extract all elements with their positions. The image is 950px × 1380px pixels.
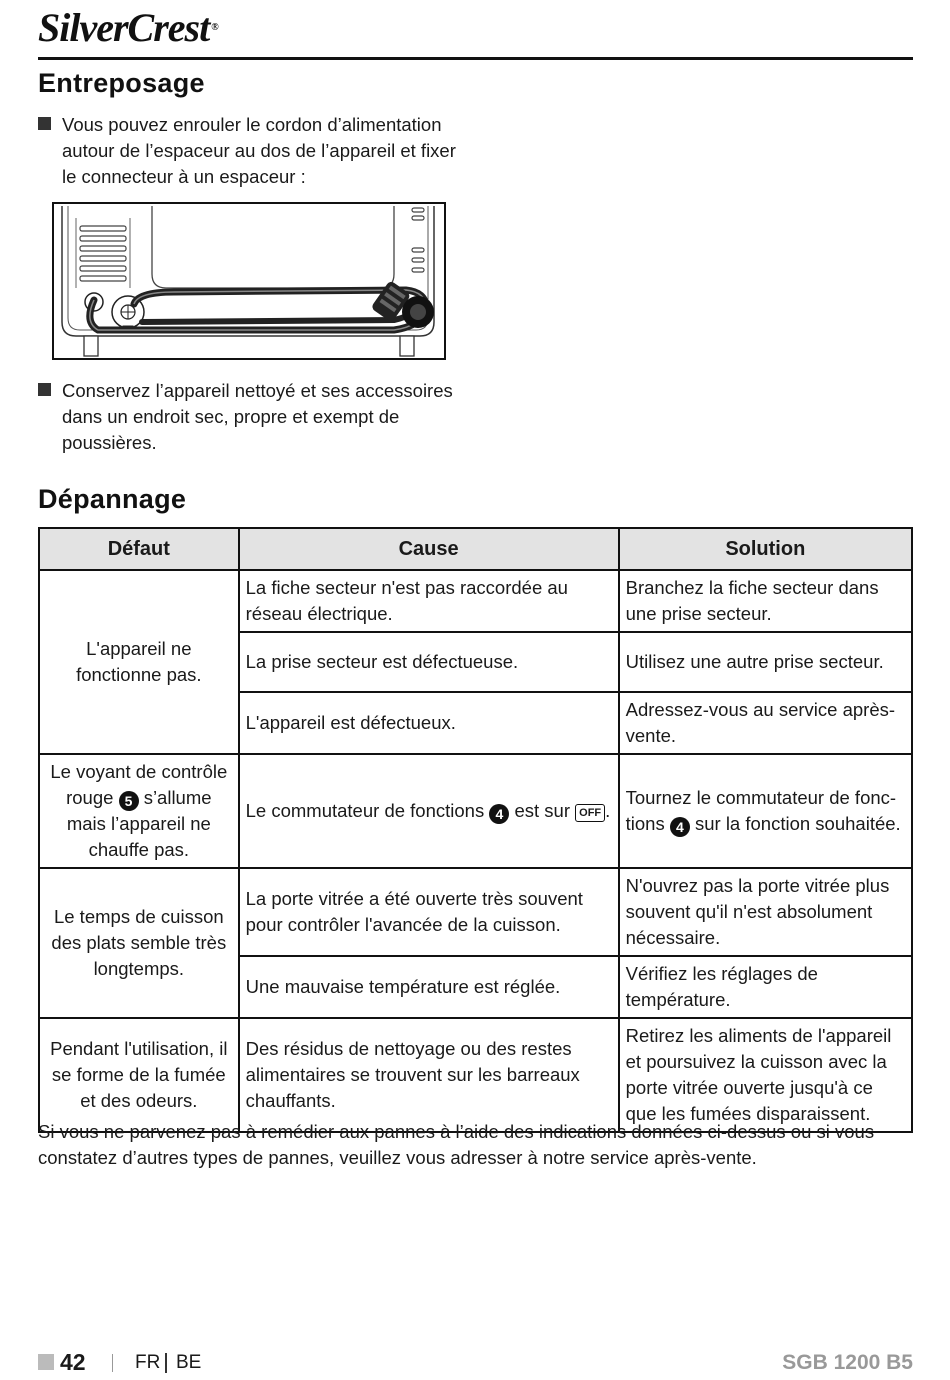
storage-bullet-1 [38, 112, 458, 190]
cause-text: Le commutateur de fonctions [245, 800, 485, 821]
storage-bullet-2 [38, 378, 458, 456]
solution-cell [619, 754, 912, 868]
bullet-square-icon [38, 117, 51, 130]
language-divider [165, 1353, 167, 1373]
table-row [39, 1018, 912, 1132]
brand-logo [38, 4, 218, 52]
appliance-cord-illustration [52, 202, 446, 360]
table-header-row [39, 528, 912, 570]
troubleshooting-table [38, 527, 913, 1133]
page-footer [38, 1346, 913, 1380]
switch-number-icon: 4 [670, 817, 690, 837]
solution-cell: Utilisez une autre prise secteur. [619, 632, 912, 692]
solution-cell: Branchez la fiche secteur dans une prise secteur. [619, 570, 912, 632]
header-defect: Défaut [39, 528, 239, 570]
language-fr: FR [135, 1352, 161, 1373]
solution-text: sur la fonction souhaitée. [694, 813, 901, 834]
defect-cell: Pendant l'utilisation, il se forme de la fumée et des odeurs. [39, 1018, 239, 1132]
footer-square-icon [38, 1354, 54, 1370]
defect-cell: L'appareil ne fonctionne pas. [39, 570, 239, 754]
off-position-icon: OFF [575, 804, 605, 822]
registered-mark: ® [211, 22, 218, 33]
header-solution: Solution [619, 528, 912, 570]
cause-text: est sur [514, 800, 571, 821]
cause-text: . [605, 800, 611, 821]
troubleshooting-footnote: Si vous ne parvenez pas à remédier aux pannes à l’aide des indications données ci-dessus ou si vous constatez d’autres types de pannes, veuillez vous adresser à notre service après-vente. [38, 1121, 875, 1168]
cause-cell: La prise secteur est défectueuse. [239, 632, 619, 692]
storage-bullet-1-text: Vous pouvez enrouler le cordon d’alimentation autour de l’espaceur au dos de l’appareil et fixer le connecteur à un espaceur : [62, 114, 456, 187]
storage-title: Entreposage [38, 68, 205, 98]
page-number: 42 [60, 1349, 86, 1375]
defect-text: s’allume mais l’appareil ne chauffe pas. [66, 787, 212, 860]
brand-name: SilverCrest [38, 5, 210, 50]
cause-cell: Des résidus de nettoyage ou des restes alimentaires se trouvent sur les barreaux chauffants. [239, 1018, 619, 1132]
appliance-back-drawing [54, 204, 444, 358]
cause-cell: Une mauvaise température est réglée. [239, 956, 619, 1018]
language-be: BE [176, 1352, 202, 1373]
solution-cell: Adressez-vous au service après-vente. [619, 692, 912, 754]
cause-cell: La porte vitrée a été ouverte très souvent pour contrôler l'avancée de la cuisson. [239, 868, 619, 956]
storage-bullet-2-text: Conservez l’appareil nettoyé et ses accessoires dans un endroit sec, propre et exempt de poussières. [62, 380, 453, 453]
footer-divider [112, 1354, 113, 1372]
table-row [39, 754, 912, 868]
troubleshooting-title: Dépannage [38, 484, 187, 514]
bullet-square-icon [38, 383, 51, 396]
solution-cell: Vérifiez les réglages de température. [619, 956, 912, 1018]
table-row [39, 868, 912, 956]
table-row [39, 570, 912, 632]
defect-cell: Le temps de cuisson des plats semble très longtemps. [39, 868, 239, 1018]
solution-text: Tournez le commutateur de fonc- tions [625, 787, 897, 834]
indicator-number-icon: 5 [119, 791, 139, 811]
header-rule [38, 57, 913, 60]
header-cause: Cause [239, 528, 619, 570]
defect-text: Le voyant de contrôle rouge [50, 761, 228, 808]
solution-cell: Retirez les aliments de l'appareil et poursuivez la cuisson avec la porte vitrée ouverte jusqu'à ce que les fumées disparaissent. [619, 1018, 912, 1132]
cause-cell: L'appareil est défectueux. [239, 692, 619, 754]
solution-cell: N'ouvrez pas la porte vitrée plus souvent qu'il n'est absolument nécessaire. [619, 868, 912, 956]
model-number: SGB 1200 B5 [782, 1351, 913, 1374]
switch-number-icon: 4 [489, 804, 509, 824]
defect-cell [39, 754, 239, 868]
cause-cell: La fiche secteur n'est pas raccordée au réseau électrique. [239, 570, 619, 632]
cause-cell [239, 754, 619, 868]
